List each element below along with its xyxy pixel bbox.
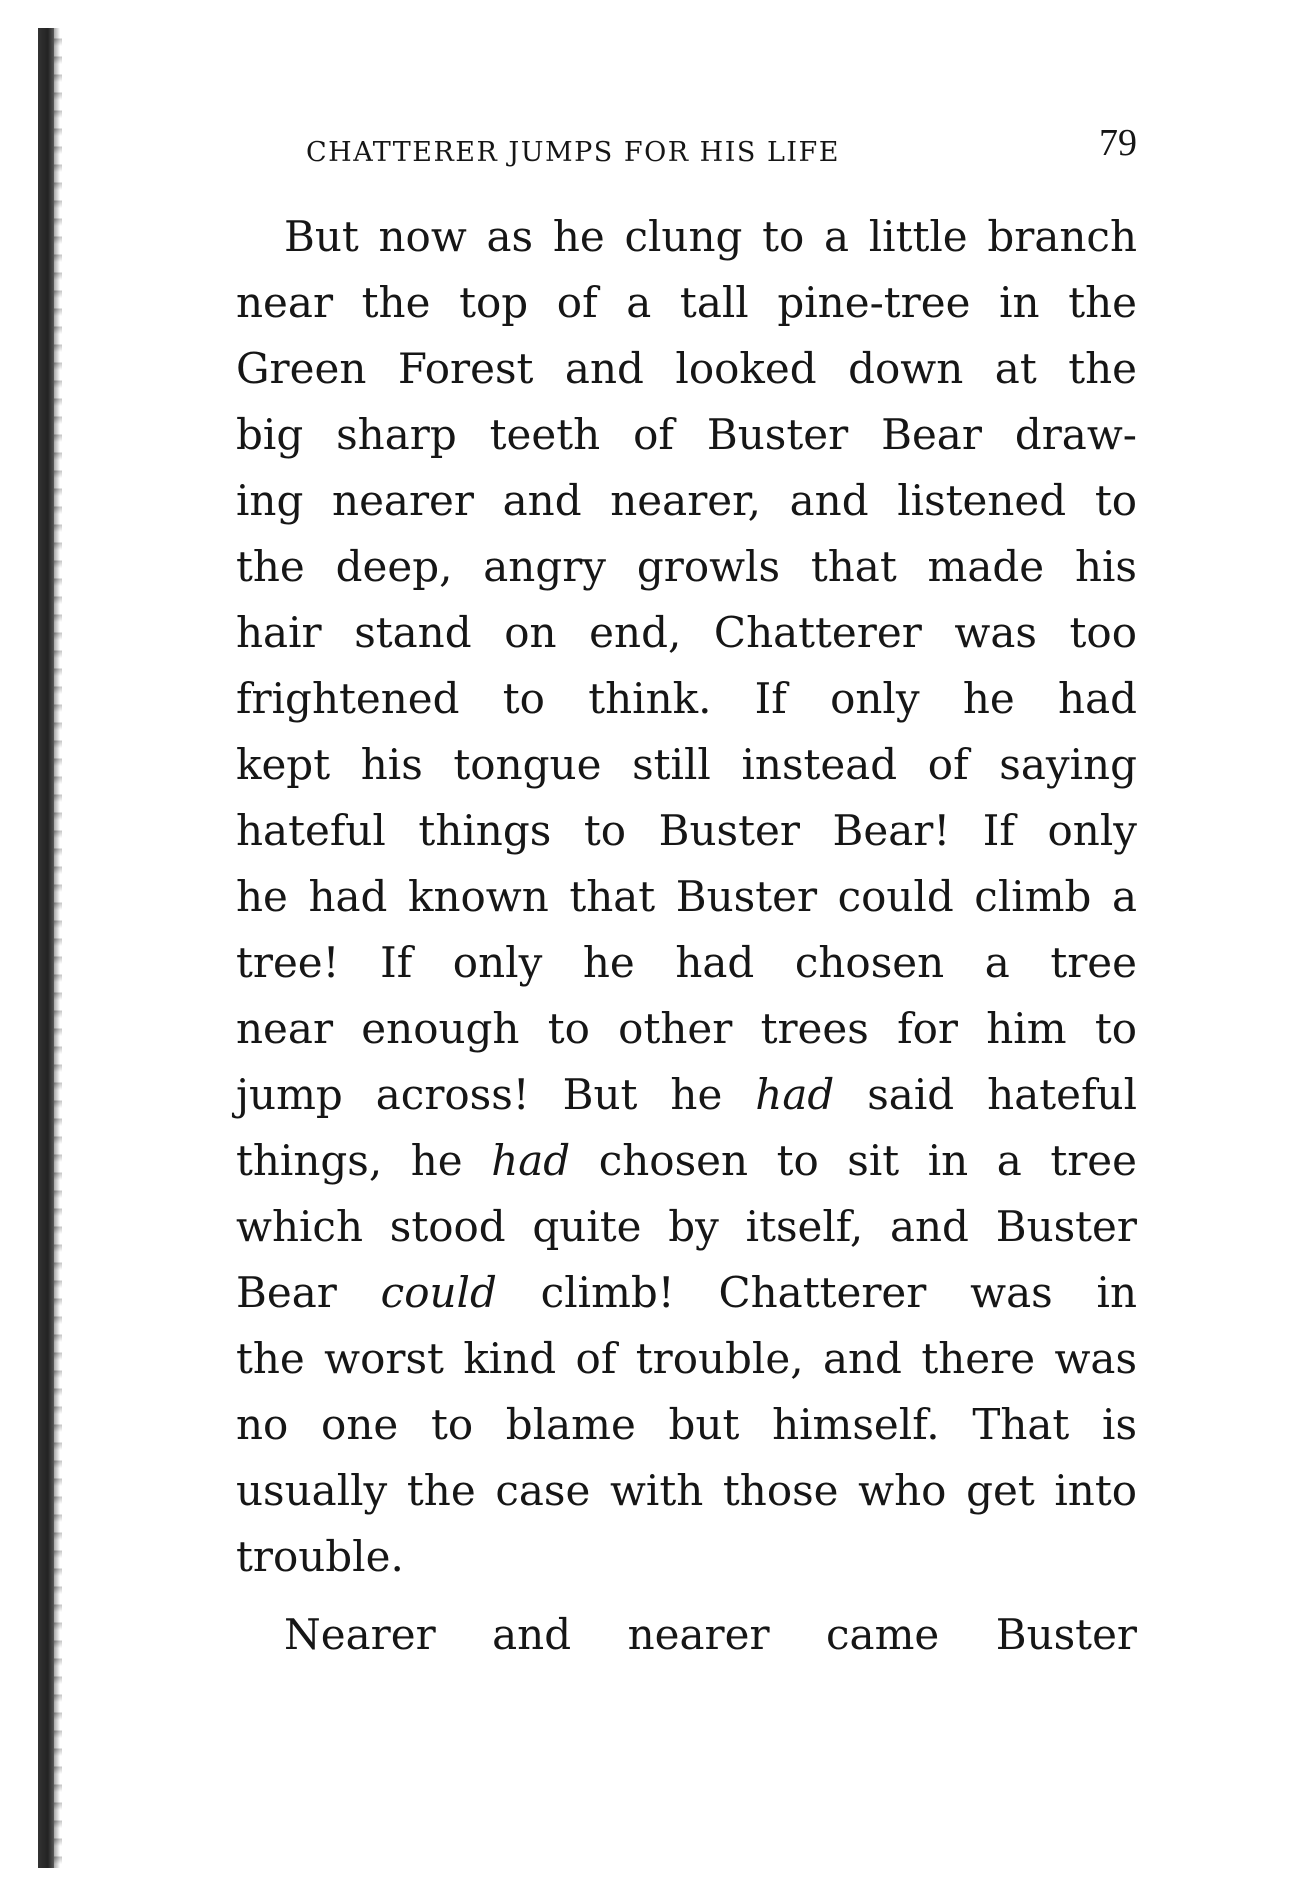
paragraph-1-line-18: the worst kind of trouble, and there was	[236, 1334, 1137, 1383]
paragraph-1-line-20: usually the case with those who get into	[236, 1466, 1137, 1515]
line-text: jump across! But he	[236, 1070, 756, 1119]
paragraph-1-line-7: hair stand on end, Chatterer was too	[236, 608, 1137, 657]
running-head	[306, 122, 1137, 175]
paragraph-1-line-1: But now as he clung to a little branch	[284, 212, 1137, 261]
paragraph-1-line-13: near enough to other trees for him to	[236, 1004, 1137, 1053]
paragraph-gap	[236, 1590, 1137, 1602]
paragraph-1-line-10: hateful things to Buster Bear! If only	[236, 806, 1137, 855]
chapter-title: CHATTERER JUMPS FOR HIS LIFE	[306, 137, 840, 168]
line-text: climb! Chatterer was in	[496, 1268, 1137, 1317]
italic-word: had	[755, 1070, 835, 1119]
line-text: said hateful	[834, 1070, 1137, 1119]
paragraph-1-line-17	[236, 1260, 1137, 1326]
paragraph-1-line-8: frightened to think. If only he had	[236, 674, 1137, 723]
paragraph-1-line-16: which stood quite by itself, and Buster	[236, 1202, 1137, 1251]
paragraph-1-line-15	[236, 1128, 1137, 1194]
paragraph-1-line-2: near the top of a tall pine-tree in the	[236, 278, 1137, 327]
paragraph-1-line-9: kept his tongue still instead of saying	[236, 740, 1137, 789]
body-text	[236, 204, 1137, 1668]
page-number: 79	[1099, 122, 1137, 164]
line-text: things, he	[236, 1136, 492, 1185]
paragraph-1-line-12: tree! If only he had chosen a tree	[236, 938, 1137, 987]
line-text: chosen to sit in a tree	[570, 1136, 1137, 1185]
italic-word: could	[380, 1268, 497, 1317]
paragraph-1-line-4: big sharp teeth of Buster Bear draw-	[236, 410, 1137, 459]
paragraph-1-line-11: he had known that Buster could climb a	[236, 872, 1137, 921]
paragraph-1-line-19: no one to blame but himself. That is	[236, 1400, 1137, 1449]
paragraph-1-line-5: ing nearer and nearer, and listened to	[236, 476, 1137, 525]
paragraph-1-line-3: Green Forest and looked down at the	[236, 344, 1137, 393]
scanned-binding-edge	[38, 28, 60, 1868]
line-text: Bear	[236, 1268, 381, 1317]
paragraph-2-line-1: Nearer and nearer came Buster	[284, 1610, 1137, 1659]
paragraph-1-line-21: trouble.	[236, 1532, 404, 1581]
paragraph-1-line-14	[236, 1062, 1137, 1128]
italic-word: had	[491, 1136, 571, 1185]
paragraph-1-line-6: the deep, angry growls that made his	[236, 542, 1137, 591]
